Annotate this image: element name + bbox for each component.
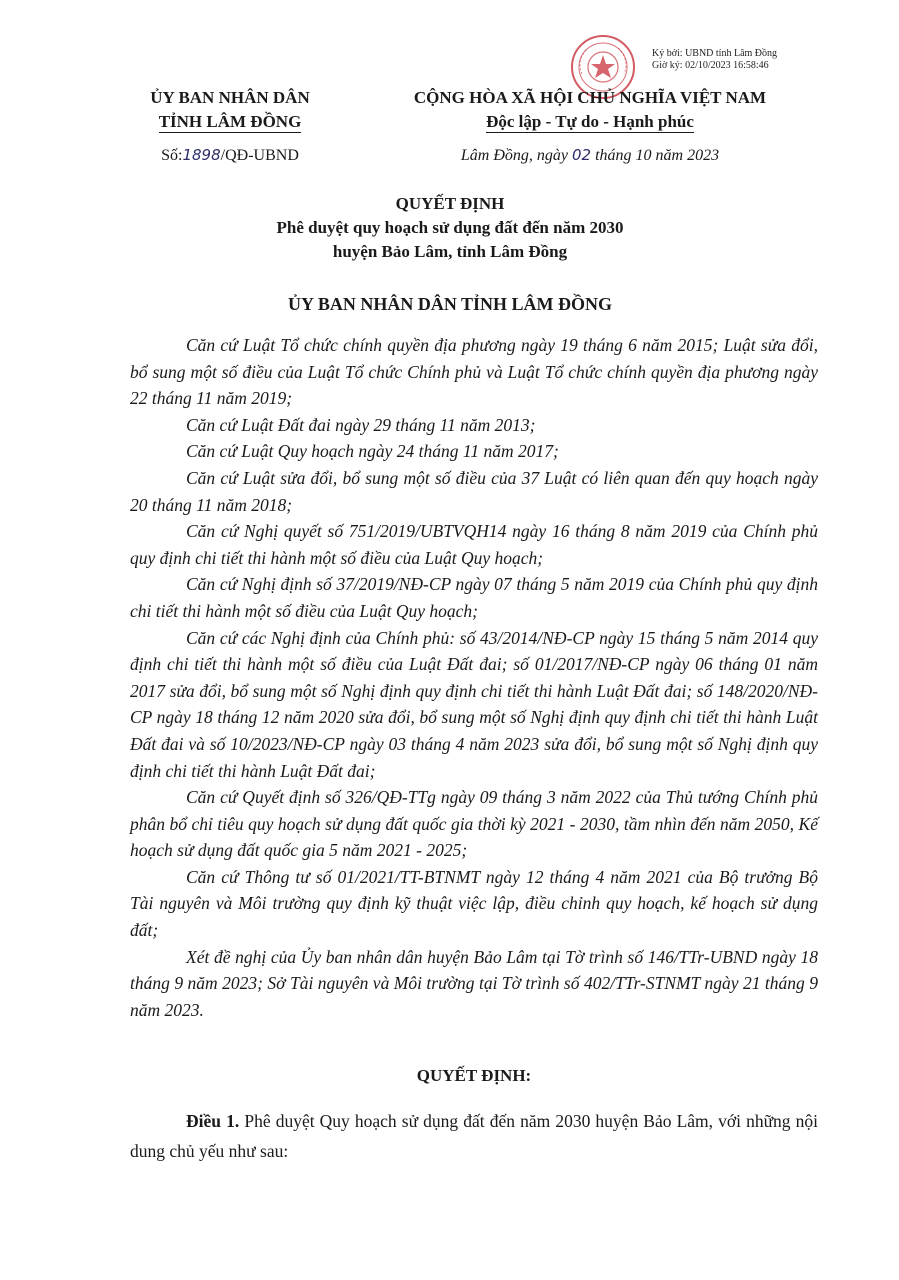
basis-paragraph: Căn cứ các Nghị định của Chính phủ: số 43/2014/NĐ-CP ngày 15 tháng 5 năm 2014 quy định chi tiết thi hành một số điều của Luật Đất đai; số 01/2017/NĐ-CP ngày 06 tháng 01 năm 2017 sửa đổi, bổ sung một số Nghị định quy định chi tiết thi hành Luật Đất đai; số 148/2020/NĐ-CP ngày 18 tháng 12 năm 2020 sửa đổi, bổ sung một số Nghị định quy định chi tiết thi hành Luật Đất đai và số 10/2023/NĐ-CP ngày 03 tháng 4 năm 2023 sửa đổi, bổ sung một số Nghị định quy định chi tiết thi hành Luật Đất đai; <box>130 627 818 781</box>
signed-by: Ký bởi: UBND tỉnh Lâm Đồng <box>652 48 778 59</box>
national-header <box>380 86 800 134</box>
article-1 <box>130 1106 818 1166</box>
basis-paragraph: Căn cứ Luật Tổ chức chính quyền địa phương ngày 19 tháng 6 năm 2015; Luật sửa đổi, bổ sung một số điều của Luật Tổ chức Chính phủ và Luật Tổ chức chính quyền địa phương ngày 22 tháng 11 năm 2019; <box>130 335 818 409</box>
date-day-handwritten: 02 <box>572 146 592 164</box>
date-prefix: Lâm Đồng, ngày <box>460 147 568 164</box>
article-1-text: Phê duyệt Quy hoạch sử dụng đất đến năm 2030 huyện Bảo Lâm, với những nội dung chủ yếu như sau: <box>130 1111 819 1161</box>
basis-paragraph: Căn cứ Nghị định số 37/2019/NĐ-CP ngày 07 tháng 5 năm 2019 của Chính phủ quy định chi tiết thi hành một số điều của Luật Quy hoạch; <box>130 574 818 621</box>
issue-date <box>380 146 800 165</box>
doc-number-prefix: Số: <box>161 147 183 164</box>
issuer-header <box>100 86 360 134</box>
basis-paragraph: Căn cứ Quyết định số 326/QĐ-TTg ngày 09 tháng 3 năm 2022 của Thủ tướng Chính phủ phân bổ chỉ tiêu quy hoạch sử dụng đất quốc gia thời kỳ 2021 - 2030, tầm nhìn đến năm 2050, Kế hoạch sử dụng đất quốc gia 5 năm 2021 - 2025; <box>130 787 818 861</box>
basis-paragraph: Căn cứ Luật sửa đổi, bổ sung một số điều của 37 Luật có liên quan đến quy hoạch ngày 20 tháng 11 năm 2018; <box>130 467 818 515</box>
basis-paragraph: Căn cứ Thông tư số 01/2021/TT-BTNMT ngày 12 tháng 4 năm 2021 của Bộ trưởng Bộ Tài nguyên và Môi trường quy định kỹ thuật việc lập, điều chỉnh quy hoạch, kế hoạch sử dụng đất; <box>130 866 818 941</box>
doc-number-suffix: /QĐ-UBND <box>220 147 299 164</box>
digital-signature-info <box>652 48 777 72</box>
document-number <box>100 146 360 165</box>
issuer-line1: ỦY BAN NHÂN DÂN <box>150 88 310 107</box>
title-main: QUYẾT ĐỊNH <box>395 194 505 213</box>
title-sub1: Phê duyệt quy hoạch sử dụng đất đến năm 2030 <box>276 218 624 237</box>
date-suffix: tháng 10 năm 2023 <box>595 147 720 164</box>
doc-number-handwritten: 1898 <box>182 146 221 164</box>
title-sub2: huyện Bảo Lâm, tỉnh Lâm Đồng <box>332 242 568 261</box>
national-title: CỘNG HÒA XÃ HỘI CHỦ NGHĨA VIỆT NAM <box>413 88 767 107</box>
issuer-line2: TỈNH LÂM ĐỒNG <box>158 112 302 131</box>
basis-paragraph: Căn cứ Luật Quy hoạch ngày 24 tháng 11 năm 2017; <box>186 441 559 462</box>
basis-paragraph: Căn cứ Nghị quyết số 751/2019/UBTVQH14 ngày 16 tháng 8 năm 2019 của Chính phủ quy định chi tiết thi hành một số điều của Luật Quy hoạch; <box>130 521 818 568</box>
document-title <box>120 192 780 316</box>
signed-time: Giờ ký: 02/10/2023 16:58:46 <box>652 60 769 71</box>
legal-bases <box>130 332 818 1023</box>
basis-paragraph: Căn cứ Luật Đất đai ngày 29 tháng 11 năm 2013; <box>186 414 536 435</box>
decision-heading: QUYẾT ĐỊNH: <box>416 1066 532 1085</box>
basis-paragraph: Xét đề nghị của Ủy ban nhân dân huyện Bảo Lâm tại Tờ trình số 146/TTr-UBND ngày 18 tháng 9 năm 2023; Sở Tài nguyên và Môi trường tại Tờ trình số 402/TTr-STNMT ngày 21 tháng 9 năm 2023. <box>130 946 818 1020</box>
national-motto: Độc lập - Tự do - Hạnh phúc <box>486 112 694 131</box>
article-1-label: Điều 1. <box>186 1111 240 1131</box>
title-authority: ỦY BAN NHÂN DÂN TỈNH LÂM ĐỒNG <box>287 294 612 314</box>
